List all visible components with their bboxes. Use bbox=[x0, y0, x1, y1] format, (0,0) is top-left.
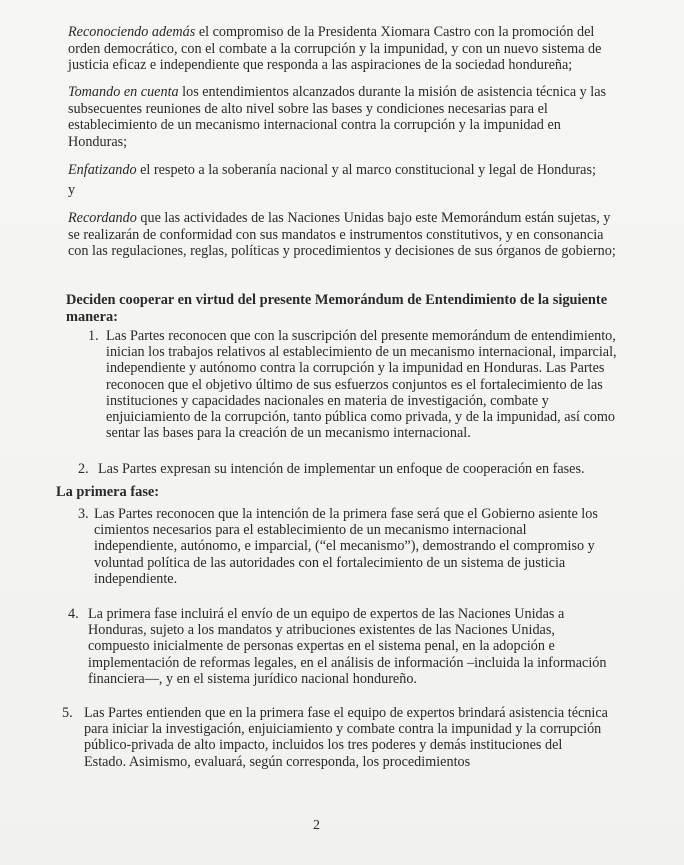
preamble-text: el compromiso de la Presidenta Xiomara Castro con la promoción del orden democrático, con el combate a la corrupción y la impunidad, y con un nuevo sistema de justicia eficaz e independiente que responda a las aspiraciones de la sociedad hondureña; bbox=[68, 24, 602, 74]
preamble-text: el respeto a la soberanía nacional y al marco constitucional y legal de Honduras; bbox=[136, 162, 596, 178]
item-number: 5. bbox=[62, 705, 73, 721]
preamble-conjunction bbox=[68, 182, 616, 199]
item-number: 2. bbox=[78, 461, 89, 477]
preamble-enfatizando bbox=[68, 162, 616, 179]
preamble-lead: Enfatizando bbox=[68, 162, 137, 178]
item-text: Las Partes entienden que en la primera fase el equipo de expertos brindará asistencia técnica para iniciar la investigación, enjuiciamiento y combate contra la impunidad y la corrupción público-privada de alto impacto, incluidos los tres poderes y demás instituciones del Estado. Asimismo, evaluará, según corresponda, los procedimientos bbox=[84, 705, 608, 770]
preamble-lead: Recordando bbox=[68, 210, 137, 226]
item-number: 1. bbox=[88, 328, 99, 344]
item-number: 3. bbox=[78, 506, 89, 522]
preamble-lead: Tomando en cuenta bbox=[68, 84, 179, 100]
item-text: Las Partes expresan su intención de implementar un enfoque de cooperación en fases. bbox=[98, 461, 585, 477]
preamble-recordando bbox=[68, 210, 616, 260]
decision-heading: Deciden cooperar en virtud del presente Memorándum de Entendimiento de la siguiente manera: bbox=[66, 292, 608, 325]
page-number: 2 bbox=[313, 818, 320, 833]
preamble-reconociendo bbox=[68, 24, 616, 74]
item-number: 4. bbox=[68, 606, 79, 622]
preamble-text: los entendimientos alcanzados durante la misión de asistencia técnica y las subsecuentes reuniones de alto nivel sobre las bases y condiciones necesarias para el establecimiento de un mecanismo internacional contra la corrupción y la impunidad en Honduras; bbox=[68, 84, 607, 150]
phase-heading: La primera fase: bbox=[56, 484, 160, 500]
preamble-tomando bbox=[68, 84, 616, 150]
item-text: La primera fase incluirá el envío de un equipo de expertos de las Naciones Unidas a Honduras, sujeto a los mandatos y atribuciones existentes de las Naciones Unidas, compuesto inicialmente de personas expertas en el sistema penal, en la adopción e implementación de reformas legales, en el análisis de información –incluida la información financiera—, y en el sistema jurídico nacional hondureño. bbox=[88, 606, 607, 687]
preamble-text: y bbox=[68, 182, 76, 198]
item-text: Las Partes reconocen que la intención de la primera fase será que el Gobierno asiente los cimientos necesarios para el establecimiento de un mecanismo internacional independiente, autónomo, e imparcial, (“el mecanismo”), demostrando el compromiso y voluntad política de las autoridades con el fortalecimiento de un sistema de justicia independiente. bbox=[94, 506, 598, 587]
preamble-lead: Reconociendo además bbox=[68, 24, 196, 40]
preamble-text: que las actividades de las Naciones Unidas bajo este Memorándum están sujetas, y se realizarán de conformidad con sus mandatos e instrumentos constitutivos, y en consonancia con las regulaciones, reglas, políticas y procedimientos y decisiones de sus órganos de gobierno; bbox=[68, 210, 616, 260]
item-text: Las Partes reconocen que con la suscripción del presente memorándum de entendimiento, inician los trabajos relativos al establecimiento de un mecanismo internacional, imparcial, independiente y autónomo contra la corrupción y la impunidad en Honduras. Las Partes reconocen que el objetivo último de sus esfuerzos conjuntos es el fortalecimiento de las instituciones y capacidades nacionales en materia de investigación, combate y enjuiciamiento de la corrupción, tanto pública como privada, y de la impunidad, así como sentar las bases para la creación de un mecanismo internacional. bbox=[106, 328, 617, 442]
